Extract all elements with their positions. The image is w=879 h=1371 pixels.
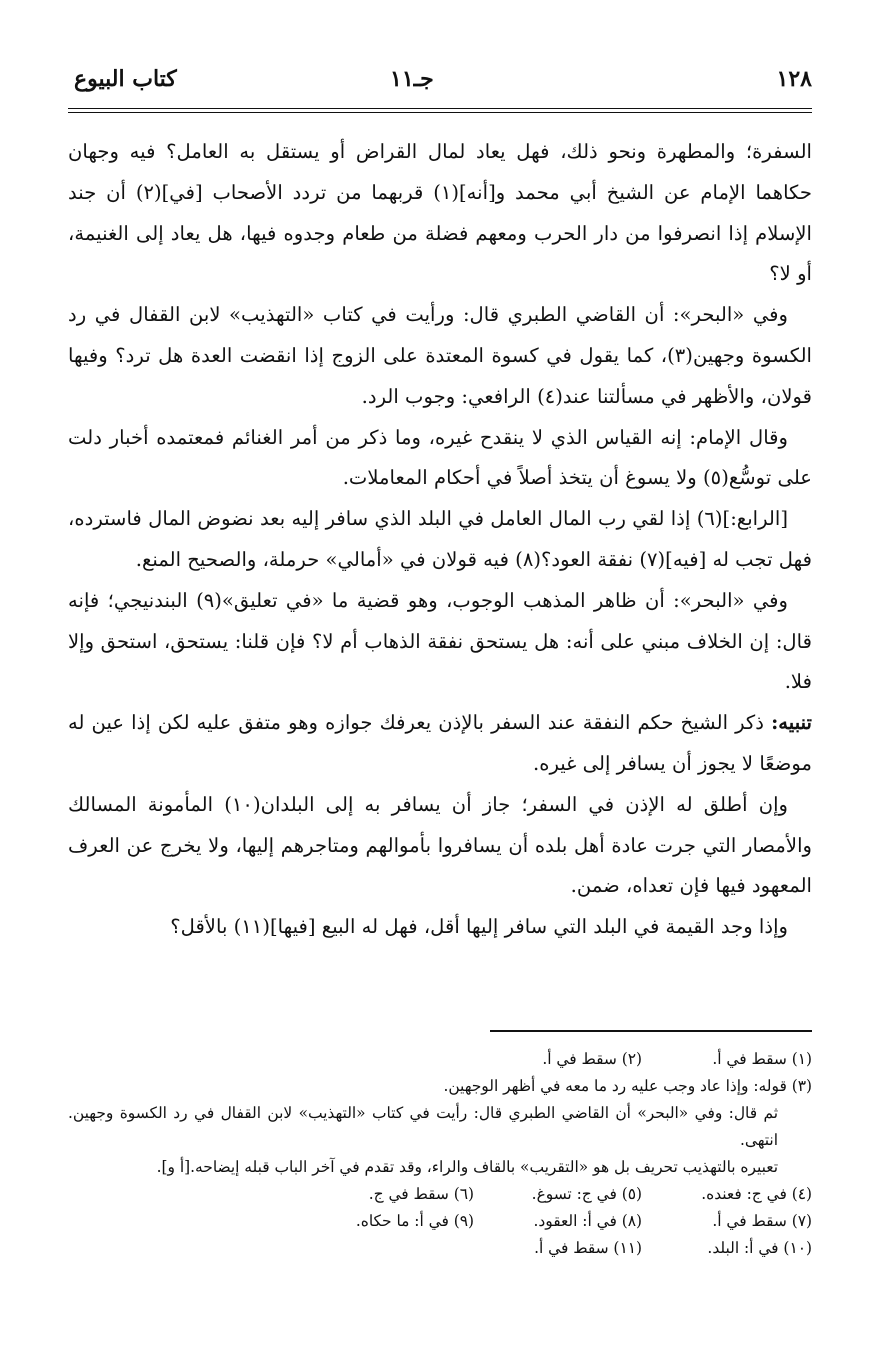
footnote-row	[68, 1235, 812, 1262]
page-number: ١٢٨	[776, 66, 812, 92]
footnote-row	[68, 1181, 812, 1208]
paragraph: وقال الإمام: إنه القياس الذي لا ينقدح غيره، وما ذكر من أمر الغنائم فمعتمده أخبار دلت على توسُّع(٥) ولا يسوغ أن يتخذ أصلاً في أحكام المعاملات.	[68, 425, 812, 490]
main-text	[68, 132, 812, 948]
paragraph-note	[68, 703, 812, 785]
footnote: (٩) في أ: ما حكاه.	[355, 1212, 474, 1230]
footnote: (٦) سقط في ج.	[368, 1185, 474, 1203]
footnote-continuation: ثم قال: وفي «البحر» أن القاضي الطبري قال: رأيت في كتاب «التهذيب» لابن القفال في رد الكسوة وجهين. انتهى.	[68, 1104, 778, 1149]
footnote: (١) سقط في أ.	[712, 1050, 812, 1068]
paragraph: وإذا وجد القيمة في البلد التي سافر إليها أقل، فهل له البيع [فيها](١١) بالأقل؟	[170, 915, 788, 939]
footnote: (٤) في ج: فعنده.	[701, 1185, 812, 1203]
header-rule-bottom	[68, 112, 812, 113]
paragraph: [الرابع:](٦) إذا لقي رب المال العامل في البلد الذي سافر إليه بعد نضوض المال فاسترده، فهل تجب له [فيه](٧) نفقة العود؟(٨) فيه قولان في «أمالي» حرملة، والصحيح المنع.	[68, 507, 812, 571]
footnote-rule	[490, 1030, 812, 1032]
paragraph: السفرة؛ والمطهرة ونحو ذلك، فهل يعاد لمال القراض أو يستقل به العامل؟ فيه وجهان حكاهما الإمام عن الشيخ أبي محمد و[أنه](١) قربهما من تردد الأصحاب [في](٢) أن جند الإسلام إذا انصرفوا من دار الحرب ومعهم فضلة من طعام وجدوه فيها، هل يعاد إلى الغنيمة، أو لا؟	[68, 140, 812, 286]
footnote: (٨) في أ: العقود.	[533, 1212, 642, 1230]
footnote: (٥) في ج: تسوغ.	[531, 1185, 642, 1203]
footnotes	[68, 1046, 812, 1262]
volume-label: جـ١١	[390, 66, 434, 92]
footnote: (٣) قوله: وإذا عاد وجب عليه رد ما معه في أظهر الوجهين.	[443, 1077, 812, 1095]
note-label: تنبيه:	[771, 711, 812, 735]
book-title: كتاب البيوع	[74, 66, 177, 92]
paragraph: وفي «البحر»: أن ظاهر المذهب الوجوب، وهو قضية ما «في تعليق»(٩) البندنيجي؛ فإنه قال: إن الخلاف مبني على أنه: هل يستحق نفقة الذهاب أم لا؟ فإن قلنا: يستحق، استحق وإلا فلا.	[68, 588, 812, 694]
page-header	[68, 62, 812, 102]
paragraph: وفي «البحر»: أن القاضي الطبري قال: ورأيت في كتاب «التهذيب» لابن القفال في رد الكسوة وجهين(٣)، كما يقول في كسوة المعتدة على الزوج إذا انقضت العدة هل ترد؟ وفيها قولان، والأظهر في مسألتنا عند(٤) الرافعي: وجوب الرد.	[68, 303, 812, 408]
footnote: (٢) سقط في أ.	[542, 1050, 642, 1068]
note-text: ذكر الشيخ حكم النفقة عند السفر بالإذن يعرفك جوازه وهو متفق عليه لكن إذا عين له موضعًا لا يجوز أن يسافر إلى غيره.	[68, 711, 812, 775]
book-page	[68, 62, 812, 1352]
paragraph: وإن أطلق له الإذن في السفر؛ جاز أن يسافر به إلى البلدان(١٠) المأمونة المسالك والأمصار التي جرت عادة أهل بلده أن يسافروا بأموالهم ومتاجرهم إليها، ولا يخرج عن العرف المعهود فيها فإن تعداه، ضمن.	[68, 792, 812, 898]
footnote: (١٠) في أ: البلد.	[707, 1239, 812, 1257]
footnote-continuation: تعبيره بالتهذيب تحريف بل هو «التقريب» بالقاف والراء، وقد تقدم في آخر الباب قبله إيضاحه.[أ و].	[156, 1158, 778, 1176]
footnote: (٧) سقط في أ.	[712, 1212, 812, 1230]
footnote: (١١) سقط في أ.	[534, 1239, 642, 1257]
footnote-row	[68, 1046, 812, 1073]
header-rule-top	[68, 108, 812, 109]
footnote-row	[68, 1208, 812, 1235]
